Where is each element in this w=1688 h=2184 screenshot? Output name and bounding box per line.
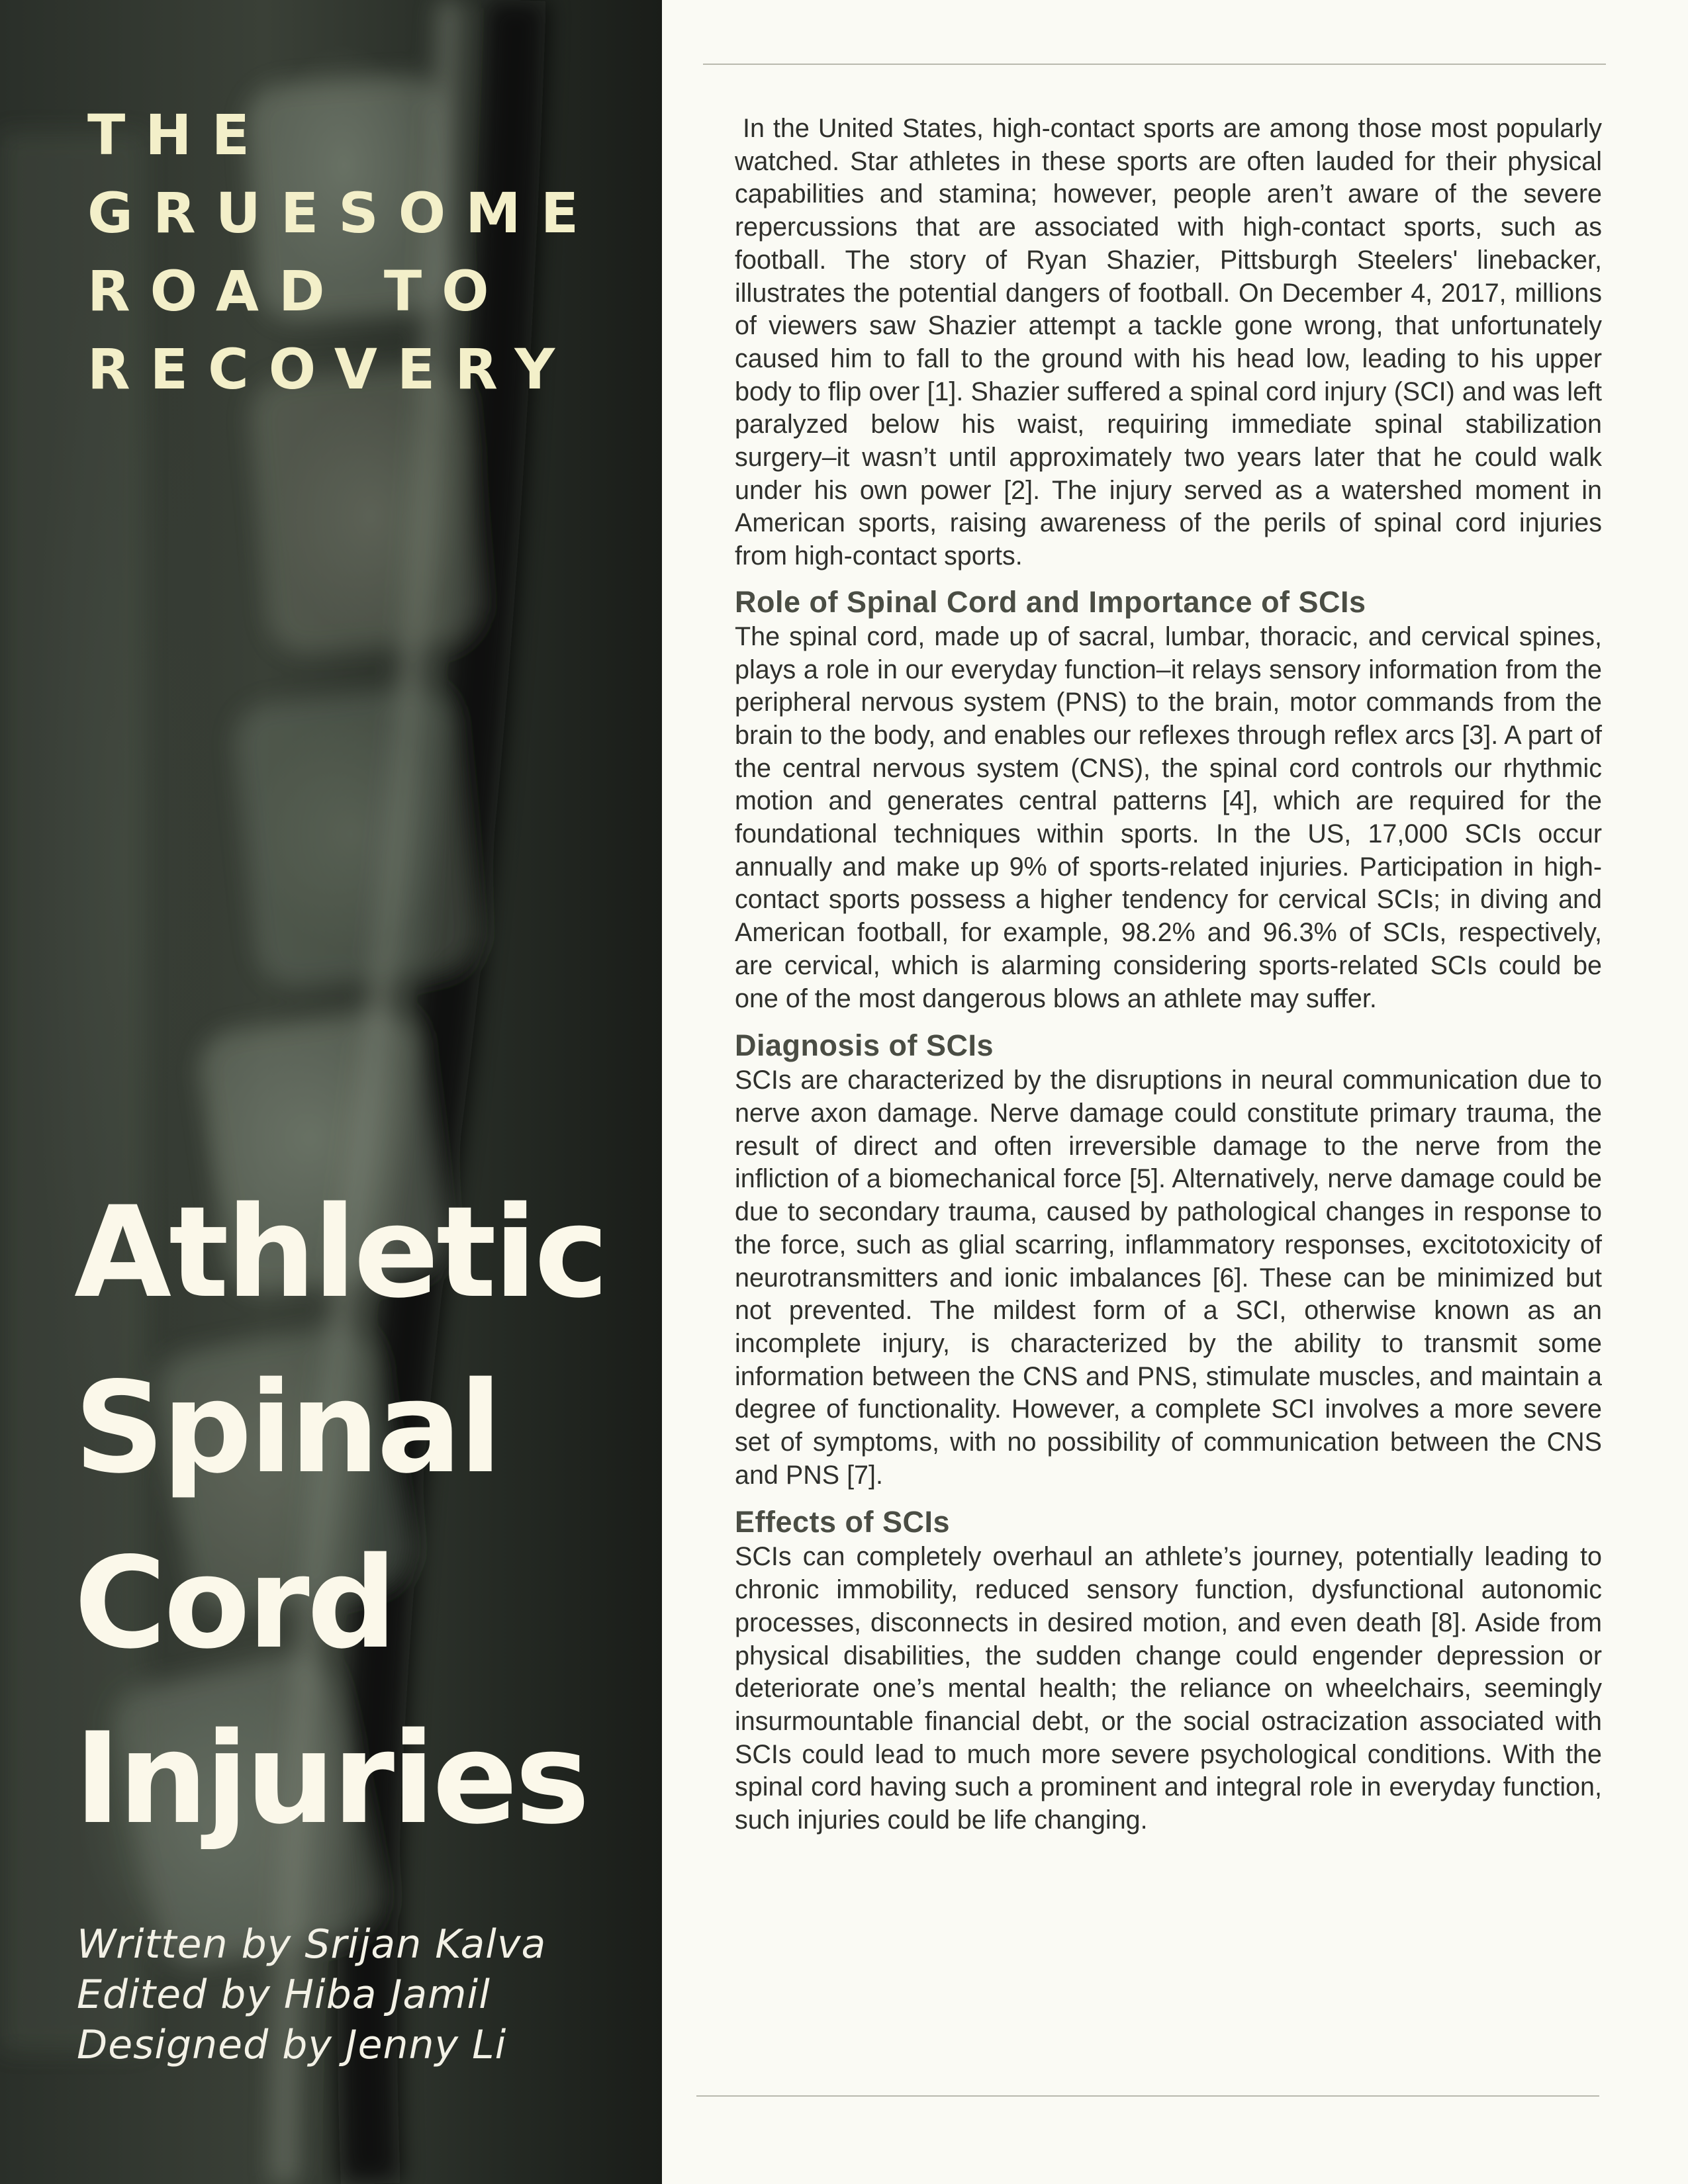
section-body-role: The spinal cord, made up of sacral, lumbar, thoracic, and cervical spines, plays a role in our everyday function–it relays sensory information from the peripheral nervous system (PNS) to the brain, motor commands from the brain to the body, and enables our reflexes through reflex arcs [3]. A part of the central nervous system (CNS), the spinal cord controls our rhythmic motion and generates central patterns [4], which are required for the foundational techniques within sports. In the US, 17,000 SCIs occur annually and make up 9% of sports-related injuries. Participation in high-contact sports possess a higher tendency for cervical SCIs; in diving and American football, for example, 98.2% and 96.3% of SCIs, respectively, are cervical, which is alarming considering sports-related SCIs could be one of the most dangerous blows an athlete may suffer.	[735, 621, 1602, 1013]
intro-paragraph: In the United States, high-contact sports are among those most popularly watched. Star athletes in these sports are often lauded for their physical capabilities and stamina; however, people aren’t aware of the severe repercussions that are associated with high-contact sports, such as football. The story of Ryan Shazier, Pittsburgh Steelers' linebacker, illustrates the potential dangers of football. On December 4, 2017, millions of viewers saw Shazier attempt a tackle gone wrong, that unfortunately caused him to fall to the ground with his head low, leading to his upper body to flip over [1]. Shazier suffered a spinal cord injury (SCI) and was left paralyzed below his waist, requiring immediate spinal stabilization surgery–it wasn’t until approximately two years later that he could walk under his own power [2]. The injury served as a watershed moment in American sports, raising awareness of the perils of spinal cord injuries from high-contact sports.	[735, 114, 1602, 571]
credit-writer: Written by Srijan Kalva	[77, 1921, 547, 1968]
article-title	[74, 1165, 643, 1866]
title-line: Spinal	[74, 1355, 500, 1501]
section-body-effects: SCIs can completely overhaul an athlete’s journey, potentially leading to chronic immobility, reduced sensory function, dysfunctional autonomic processes, disconnects in desired motion, and even death [8]. Aside from physical disabilities, the sudden change could engender depression or deteriorate one’s mental health; the reliance on wheelchairs, seemingly insurmountable financial debt, or the social ostracization associated with SCIs could lead to much more severe psychological conditions. With the spinal cord having such a prominent and integral role in everyday function, such injuries could be life changing.	[735, 1542, 1602, 1835]
credits	[77, 1919, 646, 2070]
kicker-line: THE	[87, 103, 269, 167]
section-body-diagnosis: SCIs are characterized by the disruptions in neural communication due to nerve axon damage. Nerve damage could constitute primary trauma, the result of direct and often irreversible damage to the nerve from the infliction of a biomechanical force [5]. Alternatively, nerve damage could be due to secondary trauma, caused by pathological changes in response to the force, such as glial scarring, inflammatory responses, excitotoxicity of neurotransmitters and ionic imbalances [6]. These can be minimized but not prevented. The mildest form of a SCI, otherwise known as an incomplete injury, is characterized by the ability to transmit some information between the CNS and PNS, stimulate muscles, and maintain a degree of functionality. However, a complete SCI involves a more severe set of symptoms, with no possibility of communication between the CNS and PNS [7].	[735, 1066, 1602, 1490]
title-line: Injuries	[74, 1706, 588, 1852]
credit-designer: Designed by Jenny Li	[77, 2022, 507, 2068]
kicker-line: ROAD TO	[87, 259, 509, 324]
section-heading-diagnosis: Diagnosis of SCIs	[735, 1028, 994, 1063]
article-body	[735, 113, 1602, 1837]
bottom-divider	[696, 2095, 1599, 2097]
section-heading-effects: Effects of SCIs	[735, 1505, 951, 1539]
top-divider	[703, 64, 1606, 65]
title-line: Cord	[74, 1530, 395, 1676]
mri-background-panel	[0, 0, 662, 2184]
title-line: Athletic	[74, 1179, 606, 1326]
kicker-line: GRUESOME	[87, 181, 599, 246]
series-kicker	[87, 96, 630, 408]
section-heading-role: Role of Spinal Cord and Importance of SCIs	[735, 584, 1366, 619]
kicker-line: RECOVERY	[87, 337, 575, 402]
credit-editor: Edited by Hiba Jamil	[77, 1972, 491, 2018]
